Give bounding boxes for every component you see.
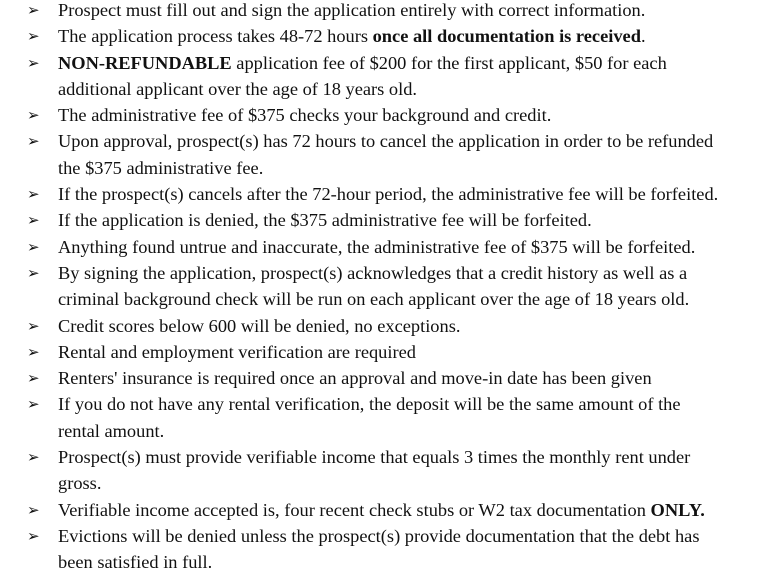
item-text: By signing the application, prospect(s) acknowledges that a credit history as well as a: [58, 262, 688, 283]
item-text: Rental and employment verification are required: [58, 341, 416, 362]
arrowhead-bullet-icon: ➢: [27, 448, 40, 467]
list-item: [0, 23, 768, 49]
list-item: [0, 313, 768, 339]
arrowhead-bullet-icon: ➢: [27, 53, 40, 72]
list-item: [0, 497, 768, 523]
item-text: criminal background check will be run on each applicant over the age of 18 years old.: [58, 289, 690, 310]
arrowhead-bullet-icon: ➢: [27, 185, 40, 204]
item-text: Verifiable income accepted is, four recent check stubs or W2 tax documentation: [58, 499, 651, 520]
item-text: the $375 administrative fee.: [58, 157, 264, 178]
list-item: [0, 181, 768, 207]
arrowhead-bullet-icon: ➢: [27, 342, 40, 361]
item-bold-text: NON-REFUNDABLE: [58, 52, 232, 73]
list-item: [0, 207, 768, 233]
arrowhead-bullet-icon: ➢: [27, 132, 40, 151]
list-item: [0, 128, 768, 181]
list-item: [0, 444, 768, 497]
arrowhead-bullet-icon: ➢: [27, 1, 40, 19]
arrowhead-bullet-icon: ➢: [27, 211, 40, 230]
item-text: Credit scores below 600 will be denied, no exceptions.: [58, 315, 461, 336]
item-text: .: [640, 26, 646, 47]
item-text: gross.: [58, 473, 102, 494]
item-text: If the prospect(s) cancels after the 72-hour period, the administrative fee will be forfeited.: [58, 184, 719, 205]
list-item: [0, 260, 768, 313]
item-text: application fee of $200 for the first applicant, $50 for each: [231, 52, 667, 73]
arrowhead-bullet-icon: ➢: [27, 395, 40, 414]
arrowhead-bullet-icon: ➢: [27, 369, 40, 388]
item-text: Evictions will be denied unless the prospect(s) provide documentation that the debt has: [58, 525, 700, 546]
item-text: If you do not have any rental verification, the deposit will be the same amount of the: [58, 394, 681, 415]
item-text: Prospect must fill out and sign the application entirely with correct information.: [58, 0, 646, 20]
item-text: been satisfied in full.: [58, 552, 213, 573]
arrowhead-bullet-icon: ➢: [27, 526, 40, 545]
arrowhead-bullet-icon: ➢: [27, 316, 40, 335]
list-item: [0, 523, 768, 576]
list-item: [0, 0, 768, 23]
item-text: Upon approval, prospect(s) has 72 hours to cancel the application in order to be refunded: [58, 131, 714, 152]
list-item: [0, 50, 768, 103]
item-bold-text: once all documentation is received: [372, 26, 641, 47]
arrowhead-bullet-icon: ➢: [27, 106, 40, 125]
item-bold-text: ONLY.: [650, 499, 705, 520]
item-text: The application process takes 48-72 hours: [58, 26, 373, 47]
item-text: Prospect(s) must provide verifiable income that equals 3 times the monthly rent under: [58, 447, 691, 468]
list-item: [0, 365, 768, 391]
item-text: If the application is denied, the $375 administrative fee will be forfeited.: [58, 210, 592, 231]
list-item: [0, 339, 768, 365]
arrowhead-bullet-icon: ➢: [27, 500, 40, 519]
item-text: additional applicant over the age of 18 years old.: [58, 78, 418, 99]
list-item: [0, 391, 768, 444]
item-text: rental amount.: [58, 420, 165, 441]
item-text: Renters' insurance is required once an approval and move-in date has been given: [58, 368, 652, 389]
item-text: The administrative fee of $375 checks your background and credit.: [58, 105, 552, 126]
list-item: [0, 234, 768, 260]
arrowhead-bullet-icon: ➢: [27, 27, 40, 46]
arrowhead-bullet-icon: ➢: [27, 237, 40, 256]
list-item: [0, 102, 768, 128]
arrowhead-bullet-icon: ➢: [27, 263, 40, 282]
item-text: Anything found untrue and inaccurate, the administrative fee of $375 will be forfeited.: [58, 236, 696, 257]
